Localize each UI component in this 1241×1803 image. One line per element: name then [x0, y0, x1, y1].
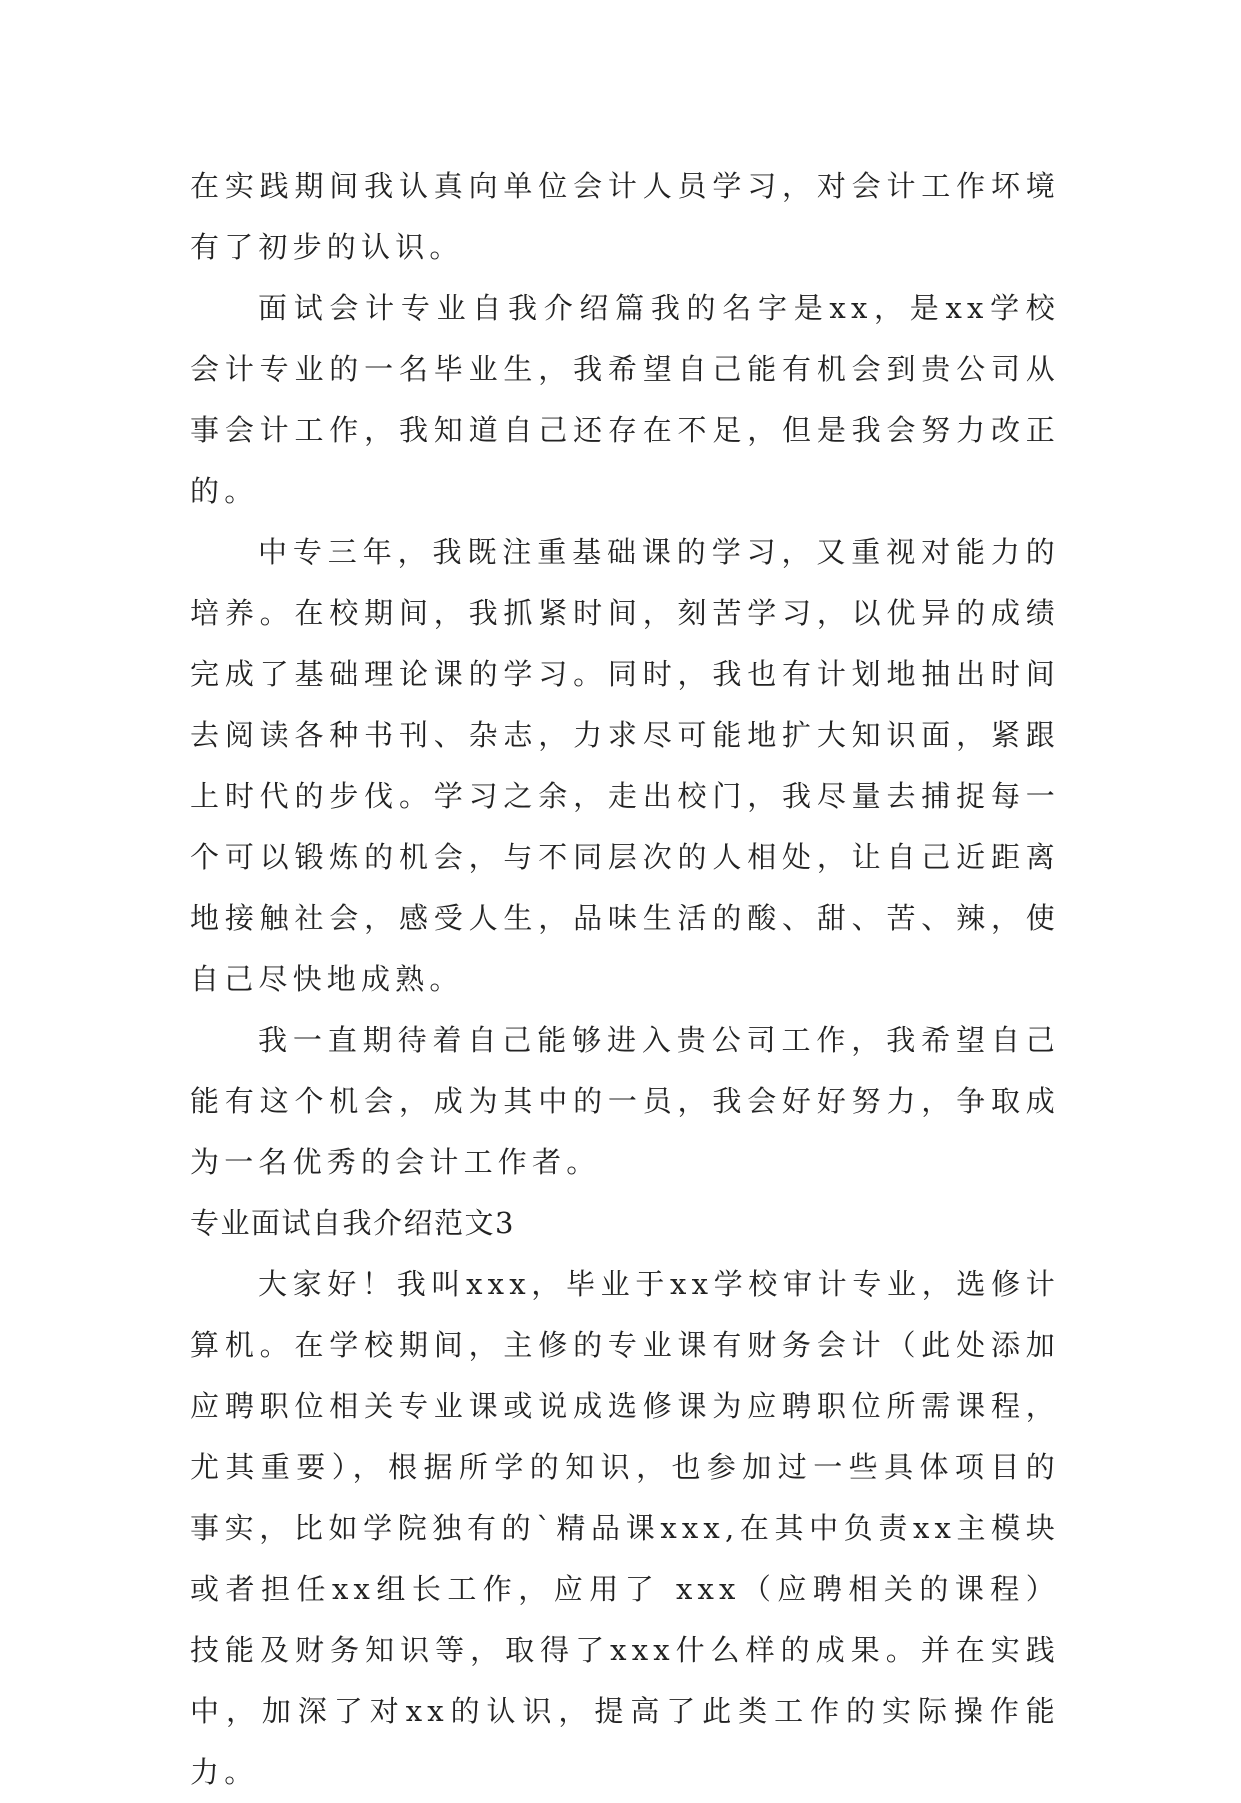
section-heading: 专业面试自我介绍范文3	[190, 1206, 515, 1240]
paragraph-sample-three: 大家好！我叫xxx，毕业于xx学校审计专业，选修计算机。在学校期间，主修的专业课有财务会计（此处添加应聘职位相关专业课或说成选修课为应聘职位所需课程，尤其重要），根据所学的知识，也参加过一些具体项目的事实，比如学院独有的`精品课xxx,在其中负责xx主模块或者担任xx组长工作，应用了 xxx（应聘相关的课程）技能及财务知识等，取得了xxx什么样的成果。并在实践中，加深了对xx的认识，提高了此类工作的实际操作能力。	[190, 1267, 1060, 1789]
paragraph-intro-accounting: 面试会计专业自我介绍篇我的名字是xx，是xx学校会计专业的一名毕业生，我希望自己能有机会到贵公司从事会计工作，我知道自己还存在不足，但是我会努力改正的。	[190, 291, 1060, 508]
paragraph-study-years: 中专三年，我既注重基础课的学习，又重视对能力的培养。在校期间，我抓紧时间，刻苦学习，以优异的成绩完成了基础理论课的学习。同时，我也有计划地抽出时间去阅读各种书刊、杂志，力求尽可能地扩大知识面，紧跟上时代的步伐。学习之余，走出校门，我尽量去捕捉每一个可以锻炼的机会，与不同层次的人相处，让自己近距离地接触社会，感受人生，品味生活的酸、甜、苦、辣，使自己尽快地成熟。	[190, 535, 1060, 996]
paragraph-practice-summary: 在实践期间我认真向单位会计人员学习，对会计工作坏境有了初步的认识。	[190, 169, 1060, 264]
paragraph-expectation: 我一直期待着自己能够进入贵公司工作，我希望自己能有这个机会，成为其中的一员，我会好好努力，争取成为一名优秀的会计工作者。	[190, 1023, 1060, 1179]
document-body	[190, 156, 1060, 1803]
